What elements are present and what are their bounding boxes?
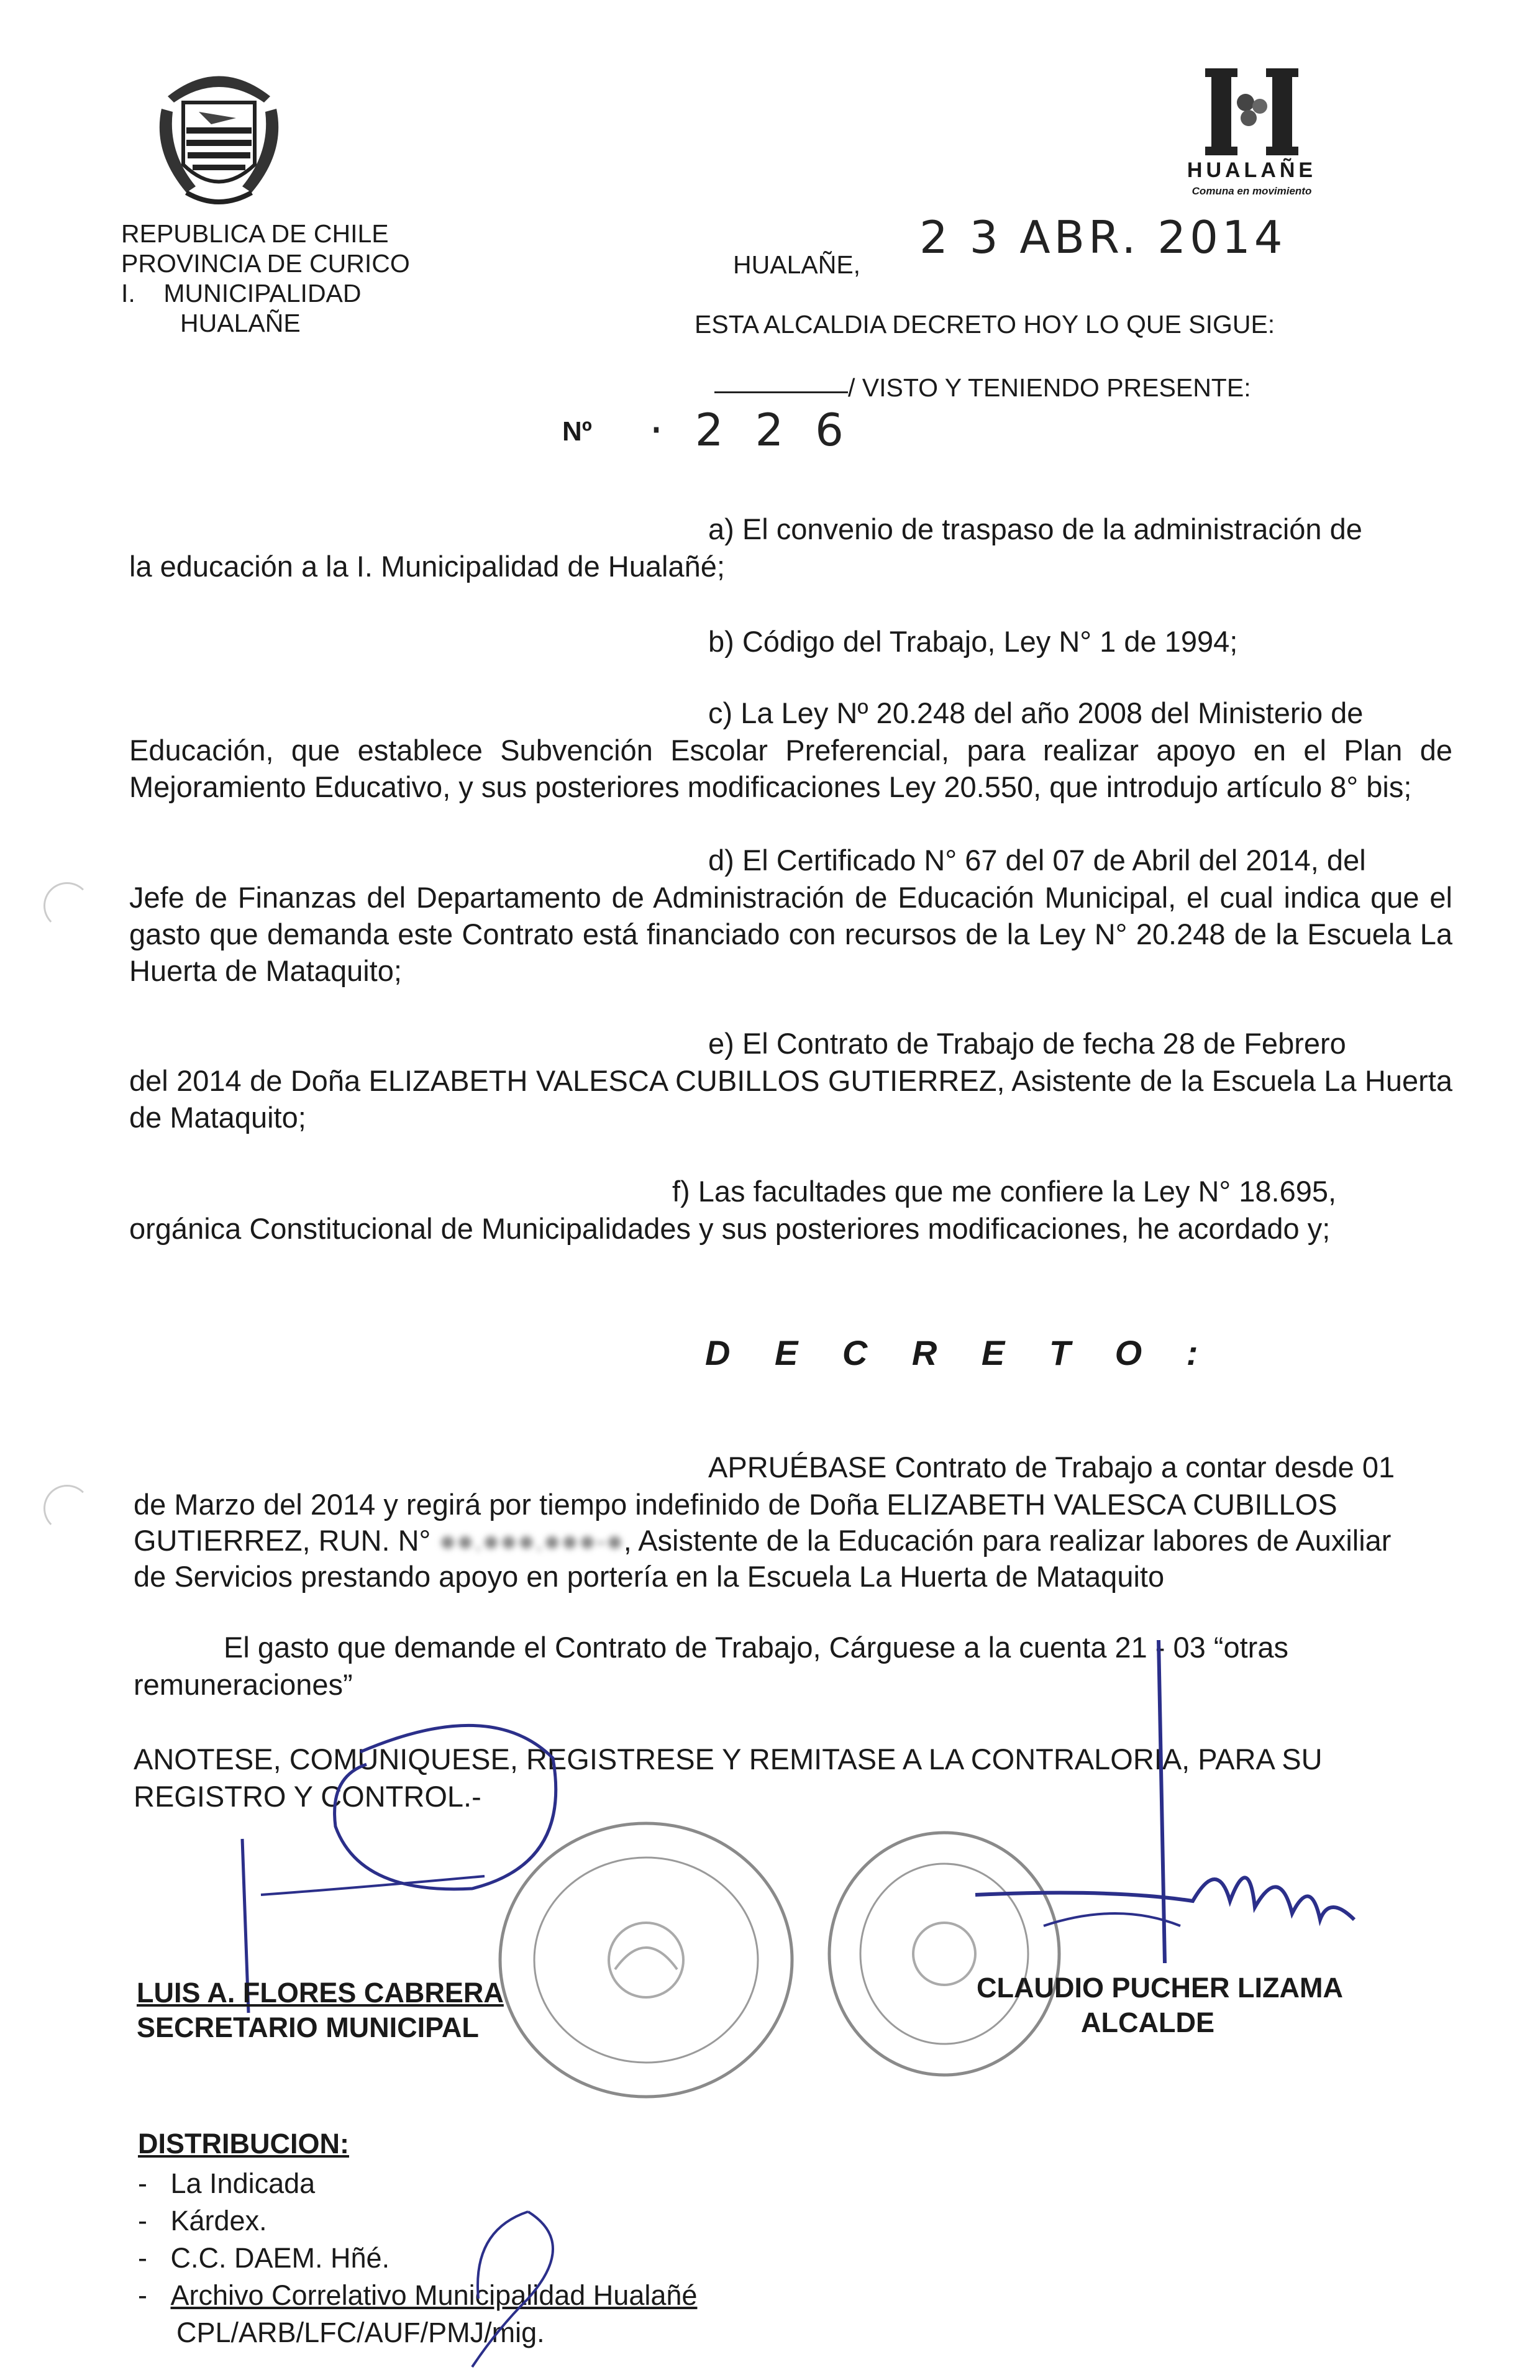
resolucion-line2: de Marzo del 2014 y regirá por tiempo indefinido de Doña ELIZABETH VALESCA CUBILLOS	[134, 1488, 1337, 1521]
alcalde-title: ALCALDE	[1081, 2007, 1214, 2038]
considerando-c-rest: Educación, que establece Subvención Escolar Preferencial, para realizar apoyo en el Plan de Mejoramiento Educativo, y sus posteriores modificaciones Ley 20.550, que introdujo artículo 8° bis;	[129, 734, 1452, 803]
header-line-municipalidad: I. MUNICIPALIDAD	[121, 279, 362, 308]
decree-number: · 2 2 6	[649, 404, 852, 456]
secretario-title: SECRETARIO MUNICIPAL	[137, 2012, 479, 2043]
anotese-line2: REGISTRO Y CONTROL.-	[134, 1780, 481, 1813]
distribucion-item-label: Archivo Correlativo Municipalidad Hualañé	[170, 2279, 698, 2311]
hualane-logo	[1183, 65, 1320, 202]
considerando-e-first: e) El Contrato de Trabajo de fecha 28 de Febrero	[708, 1027, 1346, 1060]
number-underline	[714, 391, 848, 393]
considerando-c-first: c) La Ley Nº 20.248 del año 2008 del Ministerio de	[708, 696, 1364, 729]
header-line-hualane: HUALAÑE	[180, 309, 301, 337]
alcalde-name: CLAUDIO PUCHER LIZAMA	[977, 1972, 1343, 2004]
considerando-f-first: f) Las facultades que me confiere la Ley N° 18.695,	[672, 1175, 1337, 1208]
resolucion-line3-a: GUTIERREZ, RUN. N°	[134, 1524, 431, 1557]
resolucion-line3	[134, 1522, 1391, 1559]
distribucion-item: - Kárdex.	[138, 2205, 267, 2236]
distribucion-item-label: La Indicada	[170, 2168, 316, 2199]
distribucion-title: DISTRIBUCION:	[138, 2128, 349, 2159]
resolucion-first: APRUÉBASE Contrato de Trabajo a contar desde 01	[708, 1451, 1395, 1484]
considerando-a-first: a) El convenio de traspaso de la administración de	[708, 513, 1362, 545]
gasto-first: El gasto que demande el Contrato de Trabajo, Cárguese a la cuenta 21 - 03 “otras	[224, 1631, 1288, 1664]
considerando-d-first: d) El Certificado N° 67 del 07 de Abril del 2014, del	[708, 844, 1366, 877]
resolucion-line4: de Servicios prestando apoyo en portería en la Escuela La Huerta de Mataquito	[134, 1560, 1165, 1593]
considerando-d-rest: Jefe de Finanzas del Departamento de Administración de Educación Municipal, el cual indica que el gasto que demanda este Contrato está financiado con recursos de la Ley N° 20.248 de la Escuela La Huerta de Mataquito;	[129, 881, 1452, 987]
header-line-republica: REPUBLICA DE CHILE	[121, 219, 389, 248]
header-date-stamp: 2 3 ABR. 2014	[919, 211, 1287, 263]
distribucion-item-label: Kárdex.	[170, 2205, 267, 2236]
distribucion-item-label: C.C. DAEM. Hñé.	[170, 2242, 390, 2274]
logo-slogan: Comuna en movimiento	[1191, 185, 1312, 197]
considerando-a-rest: la educación a la I. Municipalidad de Hualañé;	[129, 550, 725, 583]
initials-pen-mark	[435, 2205, 572, 2377]
distribucion-item: - Archivo Correlativo Municipalidad Hualañé	[138, 2279, 698, 2311]
considerando-f-rest: orgánica Constitucional de Municipalidades y sus posteriores modificaciones, he acordado y;	[129, 1212, 1331, 1245]
run-redacted: ●●.●●●.●●●-●	[439, 1524, 624, 1557]
considerando-e-rest: del 2014 de Doña ELIZABETH VALESCA CUBILLOS GUTIERREZ, Asistente de la Escuela La Huerta de Mataquito;	[129, 1064, 1452, 1134]
punch-hole-mark	[43, 1485, 91, 1532]
distribucion-list	[138, 2165, 697, 2351]
distribucion-item: - La Indicada	[138, 2168, 316, 2199]
number-prefix: Nº	[562, 416, 592, 447]
distribucion-item: - C.C. DAEM. Hñé.	[138, 2242, 390, 2274]
secretario-name: LUIS A. FLORES CABRERA	[137, 1977, 504, 2008]
header-visto-line: / VISTO Y TENIENDO PRESENTE:	[848, 373, 1251, 402]
h-emblem-icon	[1205, 65, 1298, 158]
header-place: HUALAÑE,	[733, 250, 861, 279]
considerando-b: b) Código del Trabajo, Ley N° 1 de 1994;	[708, 625, 1238, 658]
punch-hole-mark	[43, 882, 91, 929]
resolucion-line3-b: , Asistente de la Educación para realizar labores de Auxiliar	[623, 1524, 1392, 1557]
logo-name: HUALAÑE	[1187, 158, 1317, 182]
header-line-provincia: PROVINCIA DE CURICO	[121, 249, 410, 278]
header-left-block	[121, 219, 410, 338]
anotese-line1: ANOTESE, COMUNIQUESE, REGISTRESE Y REMITASE A LA CONTRALORIA, PARA SU	[134, 1743, 1323, 1776]
header-alcaldia-line: ESTA ALCALDIA DECRETO HOY LO QUE SIGUE:	[695, 310, 1275, 339]
distribucion-initials: CPL/ARB/LFC/AUF/PMJ/mig.	[176, 2317, 545, 2348]
decreto-title: D E C R E T O :	[705, 1333, 1216, 1372]
coat-of-arms-logo	[149, 59, 289, 208]
gasto-rest: remuneraciones”	[134, 1668, 353, 1701]
